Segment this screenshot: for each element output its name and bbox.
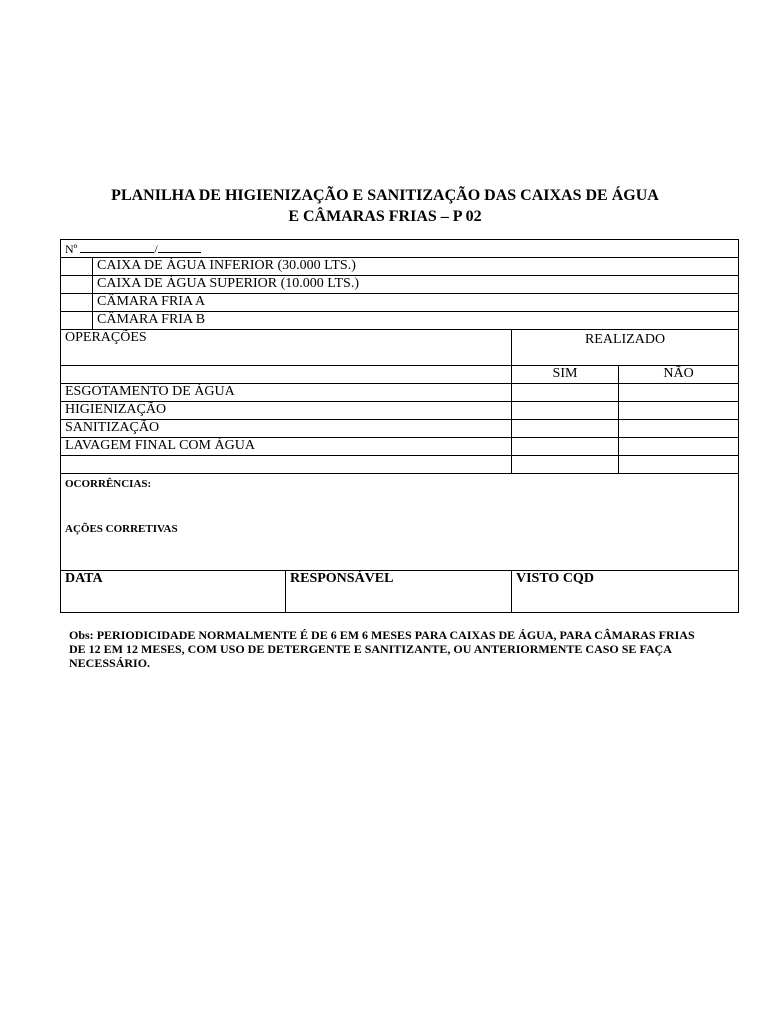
data-field[interactable] (61, 571, 286, 613)
location-checkbox[interactable] (61, 294, 93, 312)
operations-header: OPERAÇÕES (61, 330, 512, 366)
location-checkbox[interactable] (61, 276, 93, 294)
location-row (61, 312, 739, 330)
nao-header: NÃO (619, 366, 739, 384)
number-label: Nº (65, 242, 78, 256)
year-blank[interactable] (158, 240, 201, 253)
operation-row (61, 438, 739, 456)
location-checkbox[interactable] (61, 312, 93, 330)
operation-row (61, 456, 739, 474)
page-title (60, 185, 710, 227)
nao-checkbox[interactable] (619, 402, 739, 420)
location-row (61, 294, 739, 312)
nao-checkbox[interactable] (619, 420, 739, 438)
visto-label: VISTO CQD (516, 571, 594, 586)
sim-checkbox[interactable] (512, 402, 619, 420)
sim-checkbox[interactable] (512, 438, 619, 456)
number-row (61, 240, 739, 258)
title-line-2: E CÂMARAS FRIAS – P 02 (288, 208, 482, 225)
acoes-corretivas-label: AÇÕES CORRETIVAS (65, 523, 178, 535)
occurrences-field[interactable] (61, 474, 739, 571)
location-checkbox[interactable] (61, 258, 93, 276)
visto-field[interactable] (512, 571, 739, 613)
realizado-header: REALIZADO (512, 330, 739, 366)
sim-nao-spacer (61, 366, 512, 384)
operation-label: LAVAGEM FINAL COM ÁGUA (61, 438, 512, 456)
location-label: CAIXA DE ÁGUA INFERIOR (30.000 LTS.) (93, 258, 739, 276)
number-field[interactable] (61, 240, 739, 258)
location-label: CÂMARA FRIA B (93, 312, 739, 330)
obs-prefix: Obs: (69, 628, 94, 642)
observation-note (69, 628, 709, 670)
sim-checkbox[interactable] (512, 384, 619, 402)
sim-header: SIM (512, 366, 619, 384)
number-blank[interactable] (80, 240, 154, 253)
operation-row (61, 420, 739, 438)
location-row (61, 258, 739, 276)
location-label: CAIXA DE ÁGUA SUPERIOR (10.000 LTS.) (93, 276, 739, 294)
operation-label: HIGIENIZAÇÃO (61, 402, 512, 420)
operations-header-row (61, 330, 739, 366)
operation-label: ESGOTAMENTO DE ÁGUA (61, 384, 512, 402)
data-label: DATA (65, 571, 103, 586)
hygiene-form-table (60, 239, 739, 613)
operation-label[interactable] (61, 456, 512, 474)
signature-row (61, 571, 739, 613)
nao-checkbox[interactable] (619, 384, 739, 402)
nao-checkbox[interactable] (619, 456, 739, 474)
location-row (61, 276, 739, 294)
operation-row (61, 402, 739, 420)
operation-label: SANITIZAÇÃO (61, 420, 512, 438)
location-label: CÂMARA FRIA A (93, 294, 739, 312)
sim-nao-row (61, 366, 739, 384)
occurrences-row (61, 474, 739, 571)
sim-checkbox[interactable] (512, 420, 619, 438)
nao-checkbox[interactable] (619, 438, 739, 456)
responsavel-label: RESPONSÁVEL (290, 571, 394, 586)
ocorrencias-label: OCORRÊNCIAS: (65, 478, 152, 490)
number-separator: / (154, 242, 158, 256)
obs-text: PERIODICIDADE NORMALMENTE É DE 6 EM 6 MESES PARA CAIXAS DE ÁGUA, PARA CÂMARAS FRIAS DE 12 EM 12 MESES, COM USO DE DETERGENTE E SANITIZANTE, OU ANTERIORMENTE CASO SE FAÇA NECESSÁRIO. (69, 628, 695, 670)
responsavel-field[interactable] (286, 571, 512, 613)
title-line-1: PLANILHA DE HIGIENIZAÇÃO E SANITIZAÇÃO DAS CAIXAS DE ÁGUA (111, 187, 659, 204)
operation-row (61, 384, 739, 402)
sim-checkbox[interactable] (512, 456, 619, 474)
